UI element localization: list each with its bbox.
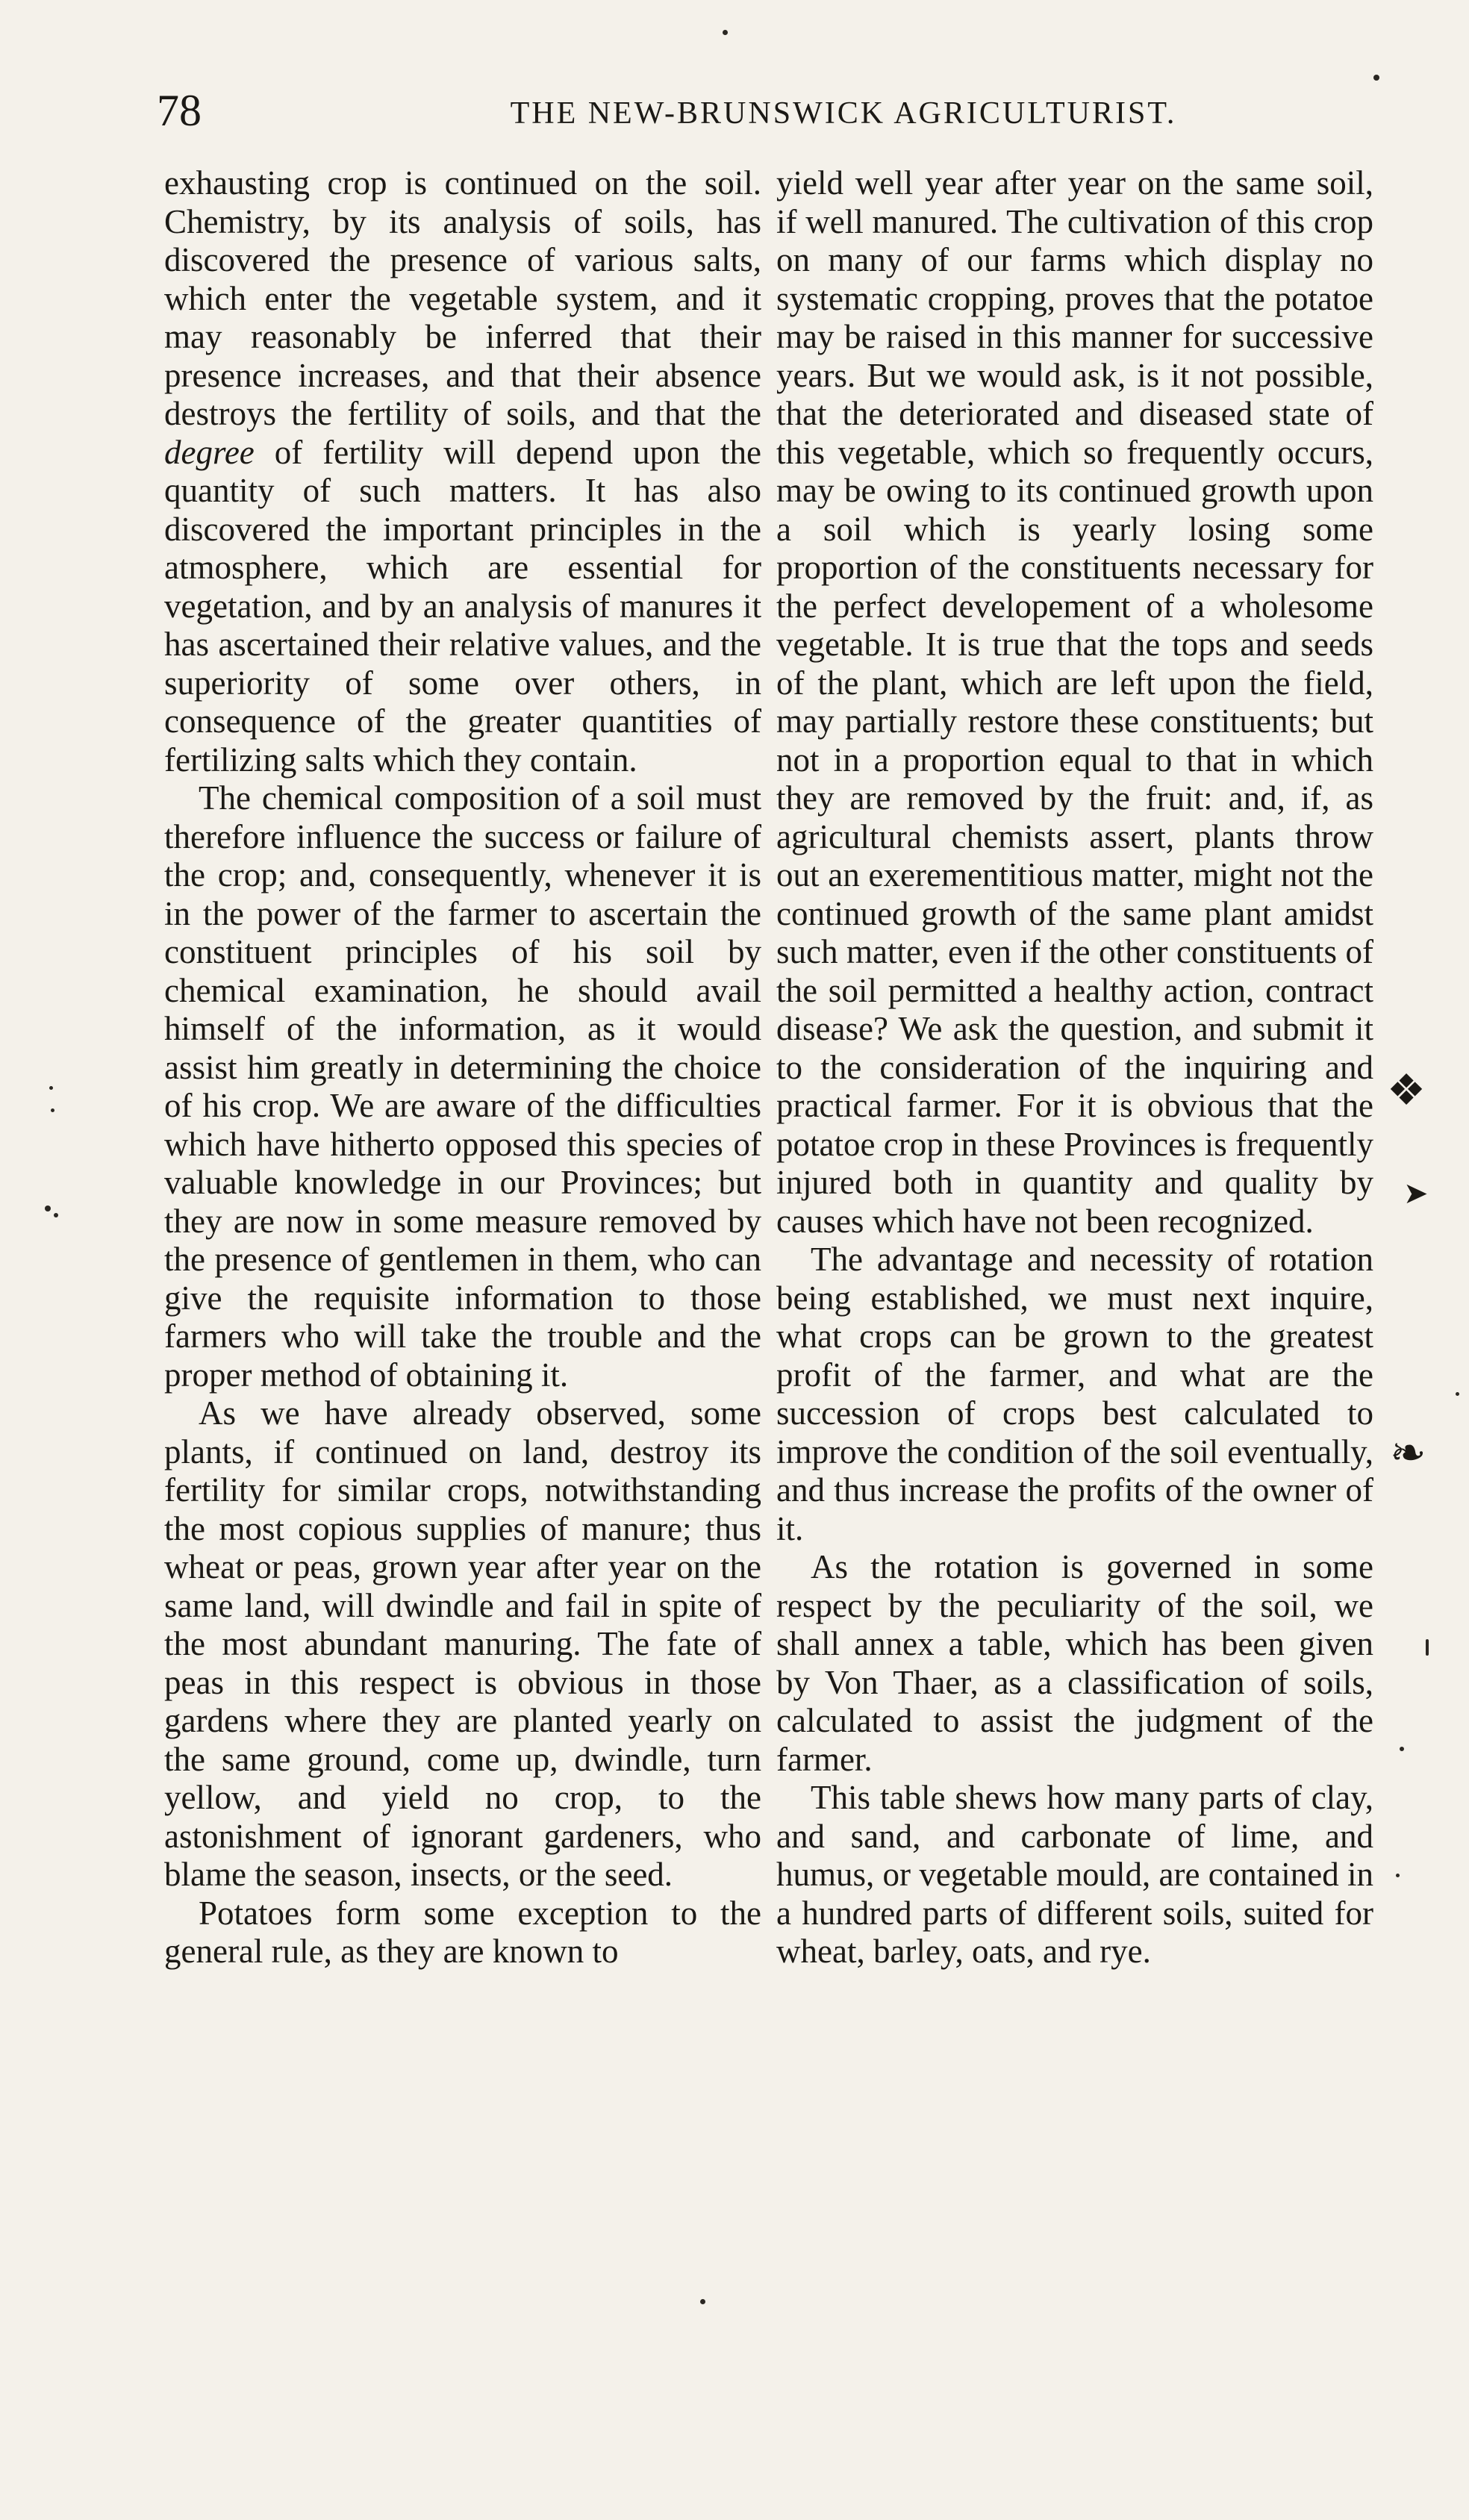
page-header xyxy=(157,84,1336,143)
margin-blot-mark: ❖ xyxy=(1387,1066,1426,1114)
scan-speck xyxy=(49,1086,53,1090)
page-number: 78 xyxy=(157,86,202,135)
scan-speck xyxy=(1400,1747,1404,1751)
left-paragraph-1-text-b: of fertility will depend upon the quantity of such matters. It has also discovered the important principles in the atmosphere, which are essential for vegetation, and by an analysis of manures it has ascertained their relative values, and the superiority of some over others, in consequence of the greater quantities of fertilizing salts which they contain. xyxy=(164,433,761,779)
scan-speck xyxy=(54,1213,58,1217)
scan-speck xyxy=(45,1206,51,1211)
left-paragraph-4: Potatoes form some exception to the general rule, as they are known to xyxy=(164,1894,761,1970)
right-paragraph-2: The advantage and necessity of rotation being established, we must next inquire, what crops can be grown to the greatest profit of the farmer, and what are the succession of crops best calculated to improve the condition of the soil eventually, and thus increase the profits of the owner of it. xyxy=(776,1241,1373,1547)
scan-speck xyxy=(700,2299,705,2304)
scan-speck xyxy=(1396,1874,1400,1877)
right-paragraph-3: As the rotation is governed in some respect by the peculiarity of the soil, we shall annex a table, which has been given by Von Thaer, as a classification of soils, calculated to assist the judgment of the farmer. xyxy=(776,1548,1373,1778)
running-title: THE NEW-BRUNSWICK AGRICULTURIST. xyxy=(510,96,1177,131)
right-paragraph-1: yield well year after year on the same soil, if well manured. The cultivation of this crop on many of our farms which display no systematic cropping, proves that the potatoe may be raised in this manner for successive years. But we would ask, is it not possible, that the deteriorated and diseased state of this vegetable, which so frequently occurs, may be owing to its continued growth upon a soil which is yearly losing some proportion of the constituents necessary for the perfect developement of a wholesome vegetable. It is true that the tops and seeds of the plant, which are left upon the field, may partially restore these constituents; but not in a proportion equal to that in which they are removed by the fruit: and, if, as agricultural chemists assert, plants throw out an exerementitious matter, might not the continued growth of the same plant amidst such matter, even if the other constituents of the soil permitted a healthy action, contract disease? We ask the question, and submit it to the consideration of the inquiring and practical farmer. For it is obvious that the potatoe crop in these Provinces is frequently injured both in quantity and quality by causes which have not been recognized. xyxy=(776,164,1373,1240)
scan-speck xyxy=(51,1108,54,1112)
scan-speck xyxy=(1456,1392,1459,1396)
right-column xyxy=(776,164,1373,1971)
left-paragraph-2: The chemical composition of a soil must therefore influence the success or failure of the crop; and, consequently, whenever it is in the power of the farmer to ascertain the constituent principles of his soil by chemical examination, he should avail himself of the information, as it would assist him greatly in determining the choice of his crop. We are aware of the difficulties which have hitherto opposed this species of valuable knowledge in our Provinces; but they are now in some measure removed by the presence of gentlemen in them, who can give the requisite information to those farmers who will take the trouble and the proper method of obtaining it. xyxy=(164,779,761,1394)
left-paragraph-1 xyxy=(164,164,761,779)
margin-hand-mark: ❧ xyxy=(1390,1429,1426,1477)
scan-speck xyxy=(1426,1639,1429,1656)
scan-speck xyxy=(723,30,728,35)
right-paragraph-4: This table shews how many parts of clay, and sand, and carbonate of lime, and humus, or vegetable mould, are contained in a hundred parts of different soils, suited for wheat, barley, oats, and rye. xyxy=(776,1779,1373,1970)
left-column xyxy=(164,164,761,1971)
margin-pointer-mark: ➤ xyxy=(1403,1176,1429,1210)
scan-speck xyxy=(1373,75,1379,81)
left-paragraph-3: As we have already observed, some plants, if continued on land, destroy its fertility for similar crops, notwithstanding the most copious supplies of manure; thus wheat or peas, grown year after year on the same land, will dwindle and fail in spite of the most abundant manuring. The fate of peas in this respect is obvious in those gardens where they are planted yearly on the same ground, come up, dwindle, turn yellow, and yield no crop, to the astonishment of ignorant gardeners, who blame the season, insects, or the seed. xyxy=(164,1394,761,1893)
left-paragraph-1-text-a: exhausting crop is continued on the soil. Chemistry, by its analysis of soils, has discovered the presence of various salts, which enter the vegetable system, and it may reasonably be inferred that their presence increases, and that their absence destroys the fertility of soils, and that the xyxy=(164,164,761,432)
emphasis-degree: degree xyxy=(164,433,255,471)
